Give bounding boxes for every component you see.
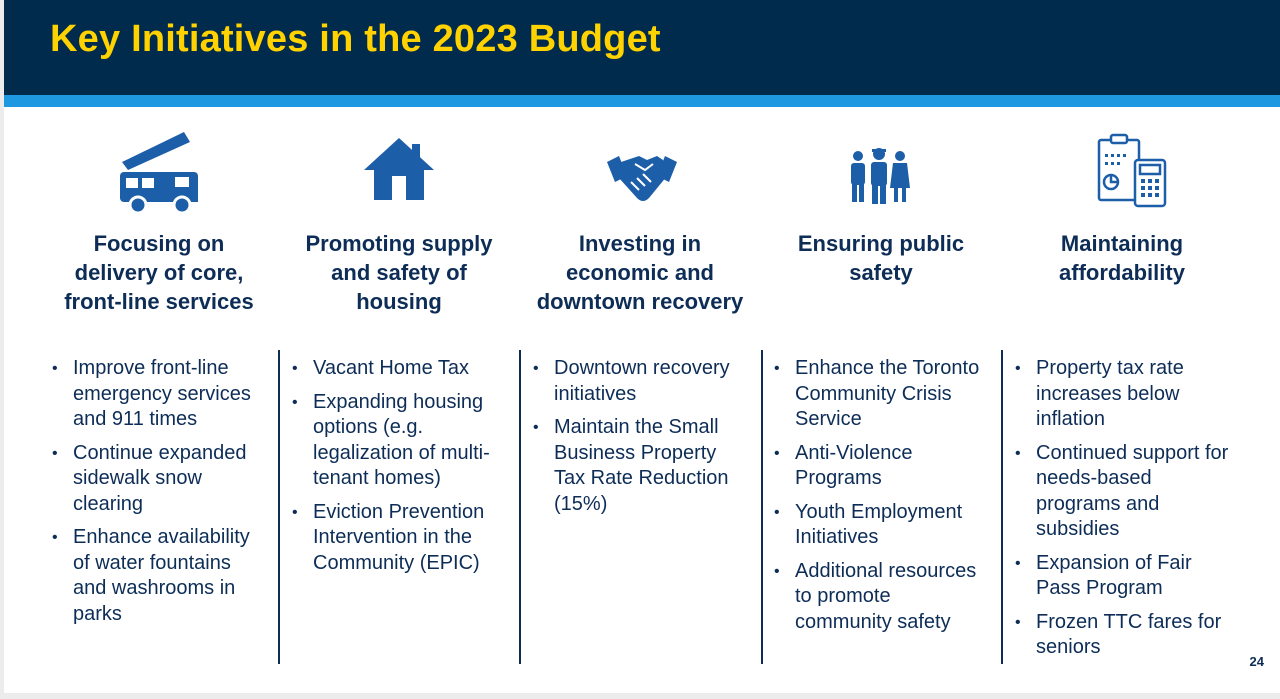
slide-title: Key Initiatives in the 2023 Budget [50, 18, 661, 60]
column-economic-recovery [533, 0, 747, 693]
column-heading: Maintaining affordability [1059, 231, 1185, 285]
list-item: • Property tax rate increases below inflation [1015, 356, 1235, 433]
list-item: • Enhance the Toronto Community Crisis Service [774, 356, 988, 433]
page-number: 24 [1249, 654, 1264, 669]
bullet-list [533, 356, 747, 525]
column-public-safety [774, 0, 988, 693]
column-divider [278, 350, 280, 664]
column-heading: Investing in economic and downtown recovery [536, 231, 744, 314]
list-item: • Frozen TTC fares for seniors [1015, 610, 1235, 661]
column-divider [761, 350, 763, 664]
bullet-list [52, 356, 266, 635]
handshake-icon [605, 148, 679, 208]
house-icon [362, 134, 436, 204]
list-item: • Youth Employment Initiatives [774, 500, 988, 551]
list-item: • Expanding housing options (e.g. legalization of multi-tenant homes) [292, 390, 506, 492]
list-item: • Improve front-line emergency services and 911 times [52, 356, 266, 433]
list-item: • Anti-Violence Programs [774, 441, 988, 492]
bullet-list [1015, 356, 1235, 669]
column-heading: Ensuring public safety [797, 231, 965, 285]
budget-calculator-icon [1095, 132, 1169, 212]
list-item: • Continued support for needs-based programs and subsidies [1015, 441, 1235, 543]
bullet-list [774, 356, 988, 643]
list-item: • Continue expanded sidewalk snow clearing [52, 441, 266, 518]
column-core-services [52, 0, 266, 693]
bullet-list [292, 356, 506, 584]
list-item: • Additional resources to promote community safety [774, 559, 988, 636]
list-item: • Expansion of Fair Pass Program [1015, 551, 1235, 602]
column-affordability [1015, 0, 1229, 693]
column-divider [1001, 350, 1003, 664]
fire-truck-icon [114, 128, 204, 218]
list-item: • Maintain the Small Business Property Tax Rate Reduction (15%) [533, 415, 747, 517]
list-item: • Eviction Prevention Intervention in the Community (EPIC) [292, 500, 506, 577]
people-group-icon [846, 146, 912, 206]
list-item: • Vacant Home Tax [292, 356, 506, 382]
column-divider [519, 350, 521, 664]
list-item: • Enhance availability of water fountains and washrooms in parks [52, 525, 266, 627]
column-housing [292, 0, 506, 693]
list-item: • Downtown recovery initiatives [533, 356, 747, 407]
column-heading: Focusing on delivery of core, front-line services [64, 231, 254, 314]
slide [4, 0, 1280, 693]
column-heading: Promoting supply and safety of housing [305, 231, 493, 314]
